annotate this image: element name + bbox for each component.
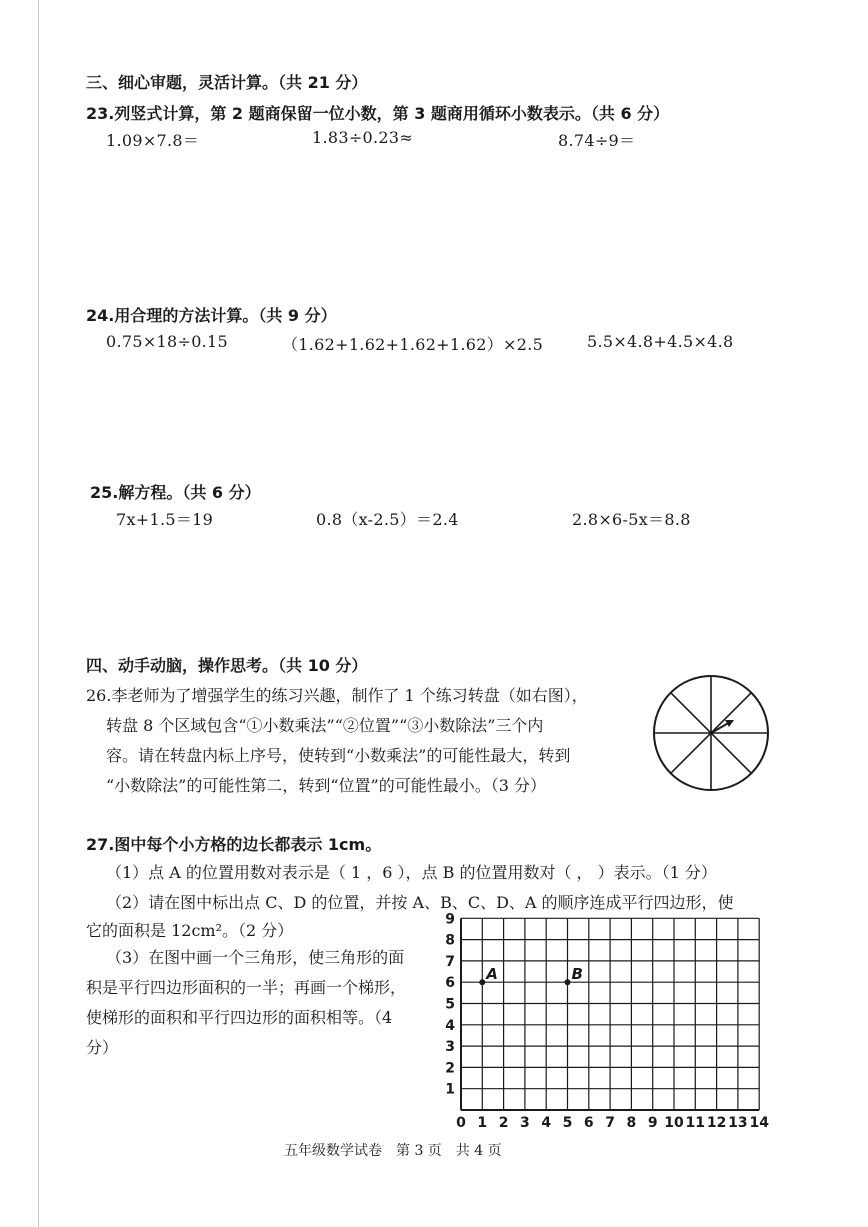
grid-x-labels: [456, 1115, 769, 1131]
grid-y-tick-label: 2: [445, 1060, 455, 1077]
page-footer: 五年级数学试卷 第 3 页 共 4 页: [284, 1143, 502, 1159]
grid-y-labels: [445, 911, 455, 1097]
grid-y-tick-label: 7: [445, 953, 455, 970]
grid-x-tick-label: 9: [647, 1115, 658, 1131]
q27-part-3-line-3: 使梯形的面积和平行四边形的面积相等。（4: [86, 1008, 393, 1027]
q27-part-2-line-1: （2）请在图中标出点 C、D 的位置，并按 A、B、C、D、A 的顺序连成平行四边形，使: [106, 893, 734, 912]
q25-item-3: 2.8×6-5x＝8.8: [572, 510, 691, 529]
grid-x-tick-label: 2: [498, 1115, 509, 1131]
q24-item-2: （1.62+1.62+1.62+1.62）×2.5: [282, 335, 544, 354]
grid-x-tick-label: 10: [664, 1115, 684, 1131]
q24-title: 24.用合理的方法计算。（共 9 分）: [86, 306, 337, 325]
q23-item-3: 8.74÷9＝: [558, 131, 636, 150]
grid-y-tick-label: 6: [445, 975, 455, 992]
q23-title: 23.列竖式计算，第 2 题商保留一位小数，第 3 题商用循环小数表示。（共 6 分）: [86, 104, 670, 123]
section-4-title: 四、动手动脑，操作思考。（共 10 分）: [86, 656, 368, 675]
q27-part-3-line-4: 分）: [86, 1038, 119, 1057]
point-a-label: A: [486, 965, 498, 984]
grid-y-tick-label: 1: [445, 1081, 455, 1098]
q27-part-3: [86, 943, 406, 1063]
grid-x-tick-label: 0: [456, 1115, 466, 1131]
grid-x-tick-label: 6: [583, 1115, 594, 1131]
point-a: [479, 979, 485, 985]
q25-item-1: 7x+1.5＝19: [116, 510, 214, 529]
q24-item-3: 5.5×4.8+4.5×4.8: [587, 332, 734, 351]
q26-line-3: 容。请在转盘内标上序号，使转到“小数乘法”的可能性最大，转到: [106, 746, 571, 765]
grid-x-tick-label: 5: [562, 1115, 573, 1131]
grid-x-tick-label: 12: [706, 1115, 727, 1131]
grid-x-tick-label: 1: [477, 1115, 488, 1131]
q27-part-3-line-2: 积是平行四边形面积的一半；再画一个梯形，: [86, 978, 407, 997]
grid-x-tick-label: 4: [541, 1115, 552, 1131]
q24-item-1: 0.75×18÷0.15: [106, 332, 229, 351]
grid-x-tick-label: 14: [749, 1115, 769, 1131]
q27-part-3-line-1: （3）在图中画一个三角形，使三角形的面: [106, 948, 405, 967]
q26-line-4: “小数除法”的可能性第二，转到“位置”的可能性最小。（3 分）: [106, 776, 546, 795]
q23-item-1: 1.09×7.8＝: [106, 131, 200, 150]
grid-x-tick-label: 3: [520, 1115, 530, 1131]
grid-y-tick-label: 5: [445, 996, 455, 1013]
q26-line-1: 26.李老师为了增强学生的练习兴趣，制作了 1 个练习转盘（如右图），: [86, 686, 588, 705]
section-3-title: 三、细心审题，灵活计算。（共 21 分）: [86, 73, 368, 92]
spinner-diagram: [650, 672, 772, 794]
grid-y-tick-label: 9: [445, 911, 455, 928]
grid-y-tick-label: 4: [445, 1017, 455, 1034]
q27-title: 27.图中每个小方格的边长都表示 1cm。: [86, 835, 382, 854]
grid-x-tick-label: 7: [605, 1115, 615, 1131]
grid-x-tick-label: 11: [685, 1115, 706, 1131]
q27-part-2-line-2: 它的面积是 12cm²。（2 分）: [86, 921, 294, 940]
page-margin-line: [38, 0, 39, 1227]
q23-item-2: 1.83÷0.23≈: [312, 128, 414, 147]
q26-line-2: 转盘 8 个区域包含“①小数乘法”“②位置”“③小数除法”三个内: [106, 716, 544, 735]
q25-item-2: 0.8（x-2.5）＝2.4: [316, 510, 459, 529]
grid-x-tick-label: 8: [626, 1115, 637, 1131]
grid-y-tick-label: 3: [445, 1039, 455, 1056]
q27-part-1: （1）点 A 的位置用数对表示是（ 1 ，6 ），点 B 的位置用数对（ ， ）表示。（1 分）: [106, 863, 717, 882]
q25-title: 25.解方程。（共 6 分）: [90, 483, 261, 502]
coordinate-grid: [440, 911, 780, 1132]
grid-x-tick-label: 13: [728, 1115, 748, 1131]
point-b-label: B: [571, 965, 583, 984]
point-b: [565, 979, 571, 985]
grid-y-tick-label: 8: [445, 932, 455, 949]
grid-lines: [461, 918, 759, 1110]
